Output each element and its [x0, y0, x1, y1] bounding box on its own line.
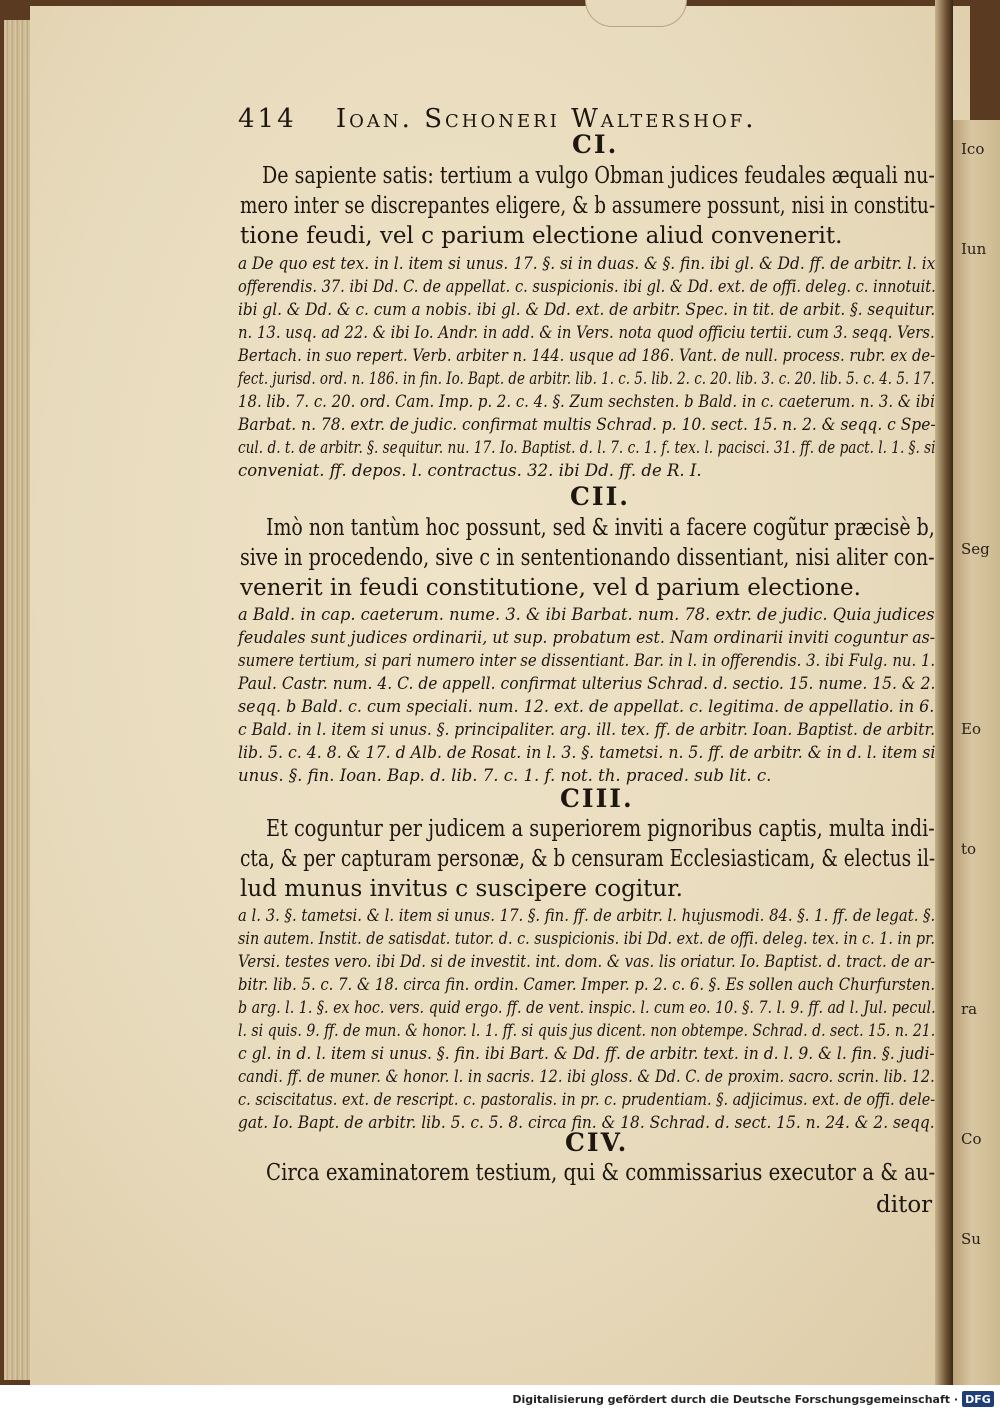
note-line: n. 13. usq. ad 22. & ibi Io. Andr. in add. & in Vers. nota quod officiu tertii. cum 3. seqq. Vers. — [238, 323, 935, 342]
facing-fragment: Co — [961, 1130, 982, 1148]
note-line: b arg. l. 1. §. ex hoc. vers. quid ergo. ff. de vent. inspic. l. cum eo. 10. §. 7. l. 9. ff. ad l. Jul. pecul. — [238, 998, 936, 1017]
note-line: c Bald. in l. item si unus. §. principaliter. arg. ill. tex. ff. de arbitr. Ioan. Baptist. de arbitr. — [238, 720, 936, 739]
section-heading: CIV. — [565, 1128, 629, 1157]
facing-fragment: Seg — [961, 540, 990, 558]
note-line: offerendis. 37. ibi Dd. C. de appellat. c. suspicionis. ibi gl. & Dd. ext. de offi. deleg. c. innotuit. — [238, 277, 936, 296]
page-number: 414 — [238, 104, 297, 134]
note-line: ibi gl. & Dd. & c. cum a nobis. ibi gl. & Dd. ext. de arbitr. Spec. in tit. de arbit. §. sequitur. — [238, 300, 936, 319]
body-line: De sapiente satis: tertium a vulgo Obman judices feudales æquali nu- — [262, 163, 935, 189]
note-line: candi. ff. de muner. & honor. l. in sacris. 12. ibi gloss. & Dd. C. de proxim. sacro. scrin. lib. 12. — [238, 1067, 935, 1086]
note-line: c. sciscitatus. ext. de rescript. c. pastoralis. in pr. c. prudentiam. §. adjicimus. ext. de offi. dele- — [238, 1090, 936, 1109]
facing-page-edge — [953, 120, 1000, 1385]
note-line: conveniat. ff. depos. l. contractus. 32. ibi Dd. ff. de R. I. — [238, 461, 702, 480]
note-line: sumere tertium, si pari numero inter se dissentiant. Bar. in l. in offerendis. 3. ibi Fulg. nu. 1. — [238, 651, 936, 670]
body-line: cta, & per capturam personæ, & b censuram Ecclesiasticam, & electus il- — [240, 846, 936, 872]
note-line: feudales sunt judices ordinarii, ut sup. probatum est. Nam ordinarii inviti coguntur as- — [238, 628, 936, 647]
facing-fragment: ra — [961, 1000, 978, 1018]
facing-fragment: Iun — [961, 240, 987, 258]
funding-credit: Digitalisierung gefördert durch die Deutsche Forschungsgemeinschaft · — [512, 1393, 958, 1406]
note-line: sin autem. Instit. de satisdat. tutor. d. c. suspicionis. ibi Dd. ext. de offi. deleg. tex. in c. 1. in pr. — [238, 929, 935, 948]
facing-fragment: Ico — [961, 140, 985, 158]
note-line: a Bald. in cap. caeterum. nume. 3. & ibi Barbat. num. 78. extr. de judic. Quia judices — [238, 605, 935, 624]
note-line: a De quo est tex. in l. item si unus. 17. §. si in duas. & §. fin. ibi gl. & Dd. ff. de arbitr. l. ix — [238, 254, 936, 273]
body-line: lud munus invitus c suscipere cogitur. — [240, 876, 683, 902]
section-heading: CIII. — [560, 784, 634, 813]
facing-fragment: Su — [961, 1230, 981, 1248]
note-line: seqq. b Bald. c. cum speciali. num. 12. ext. de appellat. c. legitima. de appellatio. in 6. — [238, 697, 935, 716]
body-line: mero inter se discrepantes eligere, & b assumere possunt, nisi in constitu- — [240, 193, 936, 219]
note-line: Paul. Castr. num. 4. C. de appell. confirmat ulterius Schrad. d. sectio. 15. nume. 15. & 2. — [238, 674, 936, 693]
running-title: Ioan. Schoneri Waltershof. — [335, 104, 757, 134]
note-line: gat. Io. Bapt. de arbitr. lib. 5. c. 5. 8. circa fin. & 18. Schrad. d. sect. 15. n. 24. & 2. seqq. — [238, 1113, 935, 1132]
body-line: tione feudi, vel c parium electione aliud convenerit. — [240, 223, 843, 249]
facing-fragment: Eo — [961, 720, 981, 738]
paper-tab — [585, 0, 687, 27]
body-line: Imò non tantùm hoc possunt, sed & inviti a facere cogũtur præcisè b, — [266, 515, 935, 541]
note-line: Bertach. in suo repert. Verb. arbiter n. 144. usque ad 186. Vant. de null. process. rubr. ex de- — [238, 346, 936, 365]
section-heading: CI. — [572, 130, 619, 159]
note-line: bitr. lib. 5. c. 7. & 18. circa fin. ordin. Camer. Imper. p. 2. c. 6. §. Es sollen auch Churfursten. — [238, 975, 936, 994]
note-line: cul. d. t. de arbitr. §. sequitur. nu. 17. Io. Baptist. d. l. 7. c. 1. f. tex. l. pacisci. 31. ff. de pact. l. 1. §. si — [238, 438, 936, 457]
body-line: Et coguntur per judicem a superiorem pignoribus captis, multa indi- — [266, 816, 935, 842]
footer-bar — [0, 1385, 1000, 1415]
dfg-logo: DFG — [962, 1391, 994, 1407]
note-line: Barbat. n. 78. extr. de judic. confirmat multis Schrad. p. 10. sect. 15. n. 2. & seqq. c Spe- — [238, 415, 936, 434]
body-line: venerit in feudi constitutione, vel d parium electione. — [240, 575, 861, 601]
note-line: c gl. in d. l. item si unus. §. fin. ibi Bart. & Dd. ff. de arbitr. text. in d. l. 9. & l. fin. §. judi- — [238, 1044, 935, 1063]
facing-fragment: to — [961, 840, 977, 858]
note-line: fect. jurisd. ord. n. 186. in fin. Io. Bapt. de arbitr. lib. 1. c. 5. lib. 2. c. 20. lib. 3. c. 20. lib. 5. c. 4. 5. 17. — [238, 369, 935, 388]
note-line: 18. lib. 7. c. 20. ord. Cam. Imp. p. 2. c. 4. §. Zum sechsten. b Bald. in c. caeterum. n. 3. & ibi — [238, 392, 935, 411]
note-line: lib. 5. c. 4. 8. & 17. d Alb. de Rosat. in l. 3. §. tametsi. n. 5. ff. de arbitr. & in d. l. item si — [238, 743, 936, 762]
body-line: sive in procedendo, sive c in sententionando dissentiant, nisi aliter con- — [240, 545, 935, 571]
body-line: Circa examinatorem testium, qui & commissarius executor a & au- — [266, 1160, 936, 1186]
note-line: a l. 3. §. tametsi. & l. item si unus. 17. §. fin. ff. de arbitr. l. hujusmodi. 84. §. 1. ff. de legat. §. — [238, 906, 936, 925]
section-heading: CII. — [570, 482, 630, 511]
catchword: ditor — [876, 1192, 933, 1218]
note-line: Versi. testes vero. ibi Dd. si de investit. int. dom. & vas. lis oriatur. Io. Baptist. d. tract. de ar- — [238, 952, 936, 971]
book-gutter — [935, 0, 953, 1385]
note-line: unus. §. fin. Ioan. Bap. d. lib. 7. c. 1. f. not. th. praced. sub lit. c. — [238, 766, 772, 785]
note-line: l. si quis. 9. ff. de mun. & honor. l. 1. ff. si quis jus dicent. non obtempe. Schrad. d. sect. 15. n. 21. — [238, 1021, 936, 1040]
